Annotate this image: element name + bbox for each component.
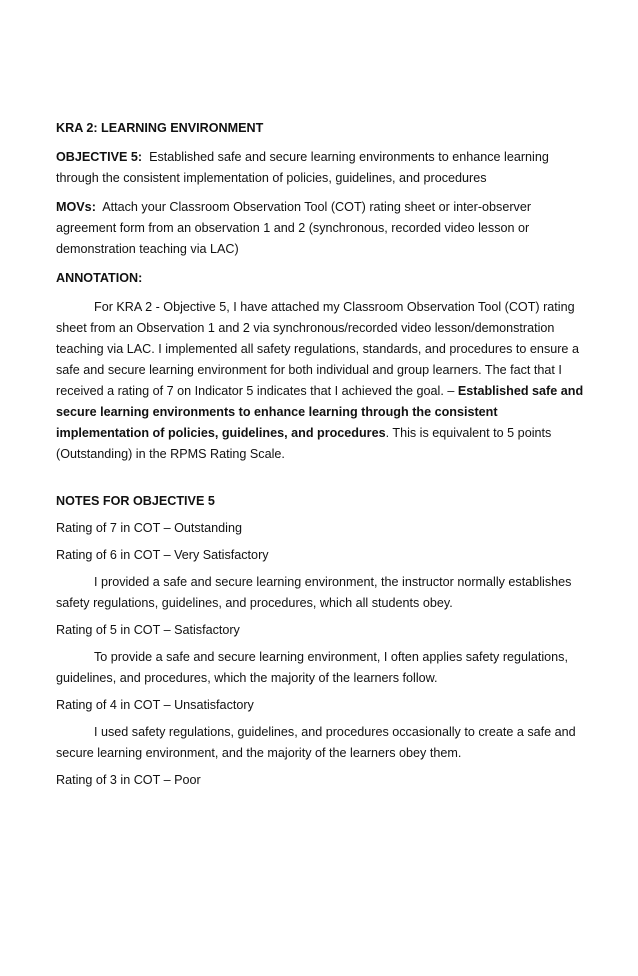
annotation-paragraph bbox=[56, 297, 584, 465]
objective-text: Established safe and secure learning environments to enhance learning through the consistent implementation of policies, guidelines, and procedures bbox=[56, 150, 549, 185]
document-page bbox=[56, 118, 584, 791]
movs-paragraph bbox=[56, 197, 584, 260]
objective-paragraph bbox=[56, 147, 584, 189]
rating-6-description: I provided a safe and secure learning environment, the instructor normally establishes safety regulations, guidelines, and procedures, which all students obey. bbox=[56, 575, 572, 610]
rating-4-description: I used safety regulations, guidelines, and procedures occasionally to create a safe and secure learning environment, and the majority of the learners obey them. bbox=[56, 725, 576, 760]
objective-label: OBJECTIVE 5: bbox=[56, 150, 143, 164]
rating-7: Rating of 7 in COT – Outstanding bbox=[56, 521, 242, 535]
rating-4: Rating of 4 in COT – Unsatisfactory bbox=[56, 698, 254, 712]
movs-text: Attach your Classroom Observation Tool (COT) rating sheet or inter-observer agreement form from an observation 1 and 2 (synchronous, recorded video lesson or demonstration teaching via LAC) bbox=[56, 200, 532, 256]
rating-5: Rating of 5 in COT – Satisfactory bbox=[56, 623, 240, 637]
annotation-text-before: For KRA 2 - Objective 5, I have attached my Classroom Observation Tool (COT) rating sheet from an Observation 1 and 2 via synchronous/recorded video lesson/demonstration teaching via LAC. I implemented all safety regulations, standards, and procedures to ensure a safe and secure learning environment for both individual and group learners. The fact that I received a rating of 7 on Indicator 5 indicates that I achieved the goal. – bbox=[56, 300, 579, 398]
rating-5-description: To provide a safe and secure learning environment, I often applies safety regulations, guidelines, and procedures, which the majority of the learners follow. bbox=[56, 650, 568, 685]
annotation-text-bold: Established safe and secure learning environments to enhance learning through the consistent implementation of policies, guidelines, and procedures bbox=[56, 384, 584, 440]
kra-heading: KRA 2: LEARNING ENVIRONMENT bbox=[56, 121, 264, 135]
movs-label: MOVs: bbox=[56, 200, 96, 214]
rating-3: Rating of 3 in COT – Poor bbox=[56, 773, 201, 787]
notes-heading: NOTES FOR OBJECTIVE 5 bbox=[56, 494, 215, 508]
annotation-heading: ANNOTATION: bbox=[56, 271, 143, 285]
annotation-text-after: . This is equivalent to 5 points (Outstanding) in the RPMS Rating Scale. bbox=[56, 426, 552, 461]
rating-6: Rating of 6 in COT – Very Satisfactory bbox=[56, 548, 269, 562]
